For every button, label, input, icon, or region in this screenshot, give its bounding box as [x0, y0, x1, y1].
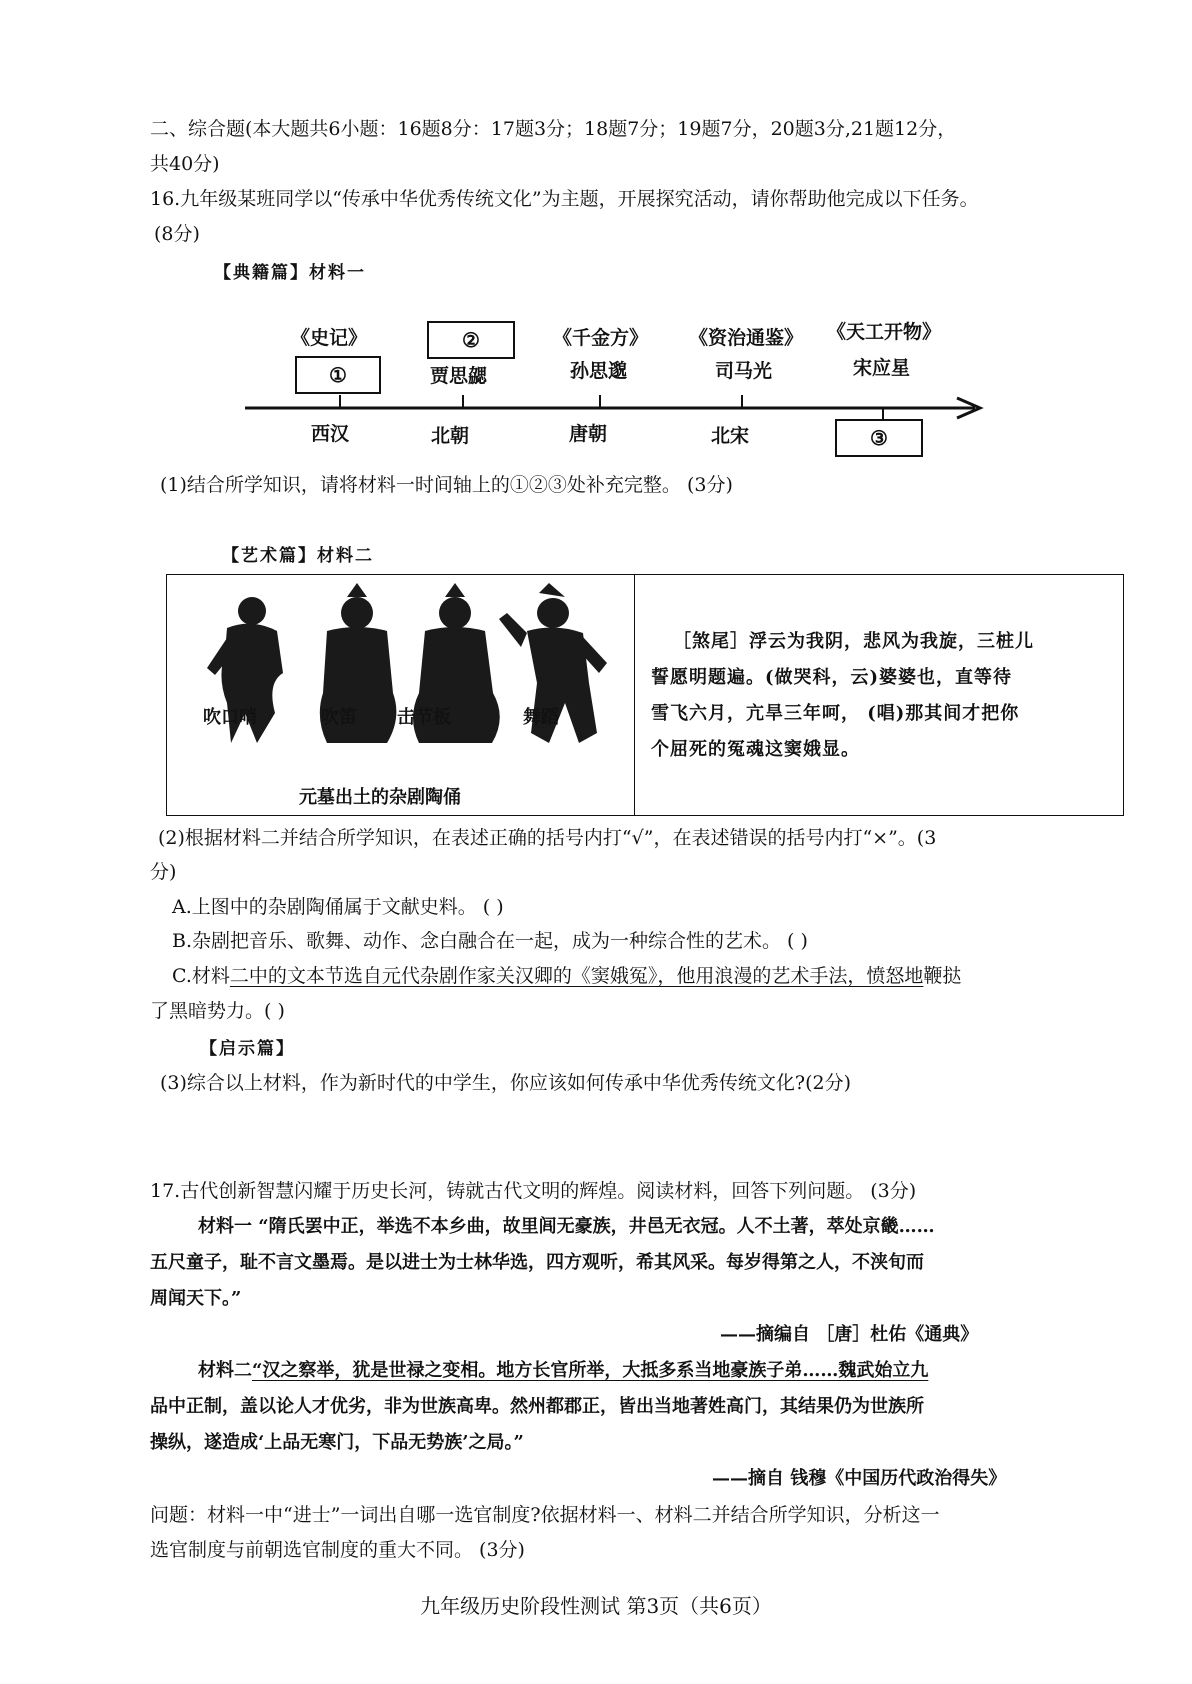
q16-option-c-cont: 了黑暗势力。( )	[150, 1000, 285, 1022]
q16-sub3: (3)综合以上材料，作为新时代的中学生，你应该如何传承中华优秀传统文化?(2分)	[160, 1072, 852, 1094]
timeline-person-sunsimiao: 孙思邈	[570, 360, 628, 382]
q17-question-cont: 选官制度与前朝选官制度的重大不同。 (3分)	[150, 1539, 525, 1561]
material-2-table	[166, 574, 1124, 816]
poem-line-1: ［煞尾］浮云为我阴，悲风为我旋，三桩儿	[673, 631, 1034, 652]
q17-material-1-line-2: 五尺童子，耻不言文墨焉。是以进士为士林华选，四方观听，希其风采。每岁得第之人，不浃旬而	[150, 1252, 924, 1273]
q16-score: (8分)	[154, 223, 200, 245]
timeline-person-jiasixie: 贾思勰	[430, 365, 488, 387]
q16-stem: 16.九年级某班同学以“传承中华优秀传统文化”为主题，开展探究活动，请你帮助他完成以下任务。	[150, 188, 979, 210]
section-heading-cont: 共40分)	[150, 153, 220, 175]
q16-part2-title: 【艺术篇】材料二	[222, 546, 374, 566]
q17-material-1-source: ——摘编自 ［唐］杜佑《通典》	[720, 1324, 979, 1345]
timeline-era-xihan: 西汉	[311, 423, 350, 445]
timeline-blank-3: ③	[835, 419, 923, 457]
q17-material-2-lead: 材料二	[198, 1360, 252, 1381]
figure-label-whistle: 吹口哨	[203, 707, 257, 728]
q16-sub2-cont: 分)	[150, 861, 177, 883]
timeline-era-tangchao: 唐朝	[569, 423, 608, 445]
timeline-person-simaguang: 司马光	[715, 360, 773, 382]
timeline-book-zizhitongjian: 《资治通鉴》	[689, 327, 804, 349]
q16-option-b: B.杂剧把音乐、歌舞、动作、念白融合在一起，成为一种综合性的艺术。 ( )	[172, 930, 808, 952]
table-divider	[634, 575, 635, 815]
poem-line-3: 雪飞六月，亢旱三年呵， (唱)那其间才把你	[651, 703, 1020, 724]
timeline-person-songyingxing: 宋应星	[853, 357, 911, 379]
figure-label-dance: 舞蹈	[523, 707, 559, 728]
q16-sub2: (2)根据材料二并结合所学知识，在表述正确的括号内打“√”，在表述错误的括号内打“×”。(3	[158, 827, 937, 849]
q17-material-1-line-3: 周闻天下。”	[150, 1288, 242, 1309]
figure-caption: 元墓出土的杂剧陶俑	[299, 787, 461, 808]
q17-material-2-line-1	[198, 1358, 928, 1384]
poem-line-4: 个屈死的冤魂这窦娥显。	[651, 739, 860, 760]
q16-part3-title: 【启示篇】	[200, 1039, 295, 1059]
timeline-era-beisong: 北宋	[711, 425, 750, 447]
timeline-era-beichao: 北朝	[431, 425, 470, 447]
figure-label-flute: 吹笛	[321, 707, 357, 728]
q16-part1-title: 【典籍篇】材料一	[214, 263, 366, 283]
q16-sub1: (1)结合所学知识，请将材料一时间轴上的①②③处补充完整。 (3分)	[160, 474, 733, 496]
poem-line-2: 誓愿明题遍。(做哭科，云)婆婆也，直等待	[651, 667, 1013, 688]
figure-label-clapper: 击节板	[397, 707, 451, 728]
q17-material-2-line-3: 操纵，遂造成‘上品无寒门，下品无势族’之局。”	[150, 1432, 524, 1453]
timeline-blank-2: ②	[427, 321, 515, 359]
q16-option-c-post: 鞭挞	[923, 965, 962, 987]
q17-material-1-line-1: 材料一 “隋氏罢中正，举选不本乡曲，故里闾无豪族，井邑无衣冠。人不土著，萃处京畿……	[198, 1216, 935, 1237]
q16-option-c-pre: C.材料	[172, 965, 230, 987]
section-heading: 二、综合题(本大题共6小题：16题8分：17题3分；18题7分；19题7分，20题3分,21题12分，	[150, 118, 957, 140]
page-footer: 九年级历史阶段性测试 第3页（共6页）	[420, 1594, 772, 1618]
q16-option-a: A.上图中的杂剧陶俑属于文献史料。 ( )	[172, 896, 504, 918]
q16-option-c-underlined: 二中的文本节选自元代杂剧作家关汉卿的《窦娥冤》，他用浪漫的艺术手法，愤怒地	[229, 965, 924, 987]
q17-question: 问题：材料一中“进士”一词出自哪一选官制度?依据材料一、材料二并结合所学知识，分析这一	[150, 1504, 940, 1526]
timeline-blank-1: ①	[295, 356, 381, 394]
q17-material-2-source: ——摘自 钱穆《中国历代政治得失》	[712, 1468, 1007, 1489]
timeline	[235, 315, 995, 455]
q17-material-2-underlined: “汉之察举，犹是世禄之变相。地方长官所举，大抵多系当地豪族子弟……魏武始立九	[252, 1360, 929, 1381]
timeline-book-shiji: 《史记》	[291, 327, 368, 349]
q16-option-c	[172, 963, 961, 989]
timeline-book-tiangongkaiwu: 《天工开物》	[827, 321, 942, 343]
timeline-book-qianjinfang: 《千金方》	[553, 327, 649, 349]
q17-material-2-line-2: 品中正制，盖以论人才优劣，非为世族高卑。然州都郡正，皆出当地著姓高门，其结果仍为世族所	[150, 1396, 924, 1417]
q17-stem: 17.古代创新智慧闪耀于历史长河，铸就古代文明的辉煌。阅读材料，回答下列问题。 (3分)	[150, 1180, 917, 1202]
